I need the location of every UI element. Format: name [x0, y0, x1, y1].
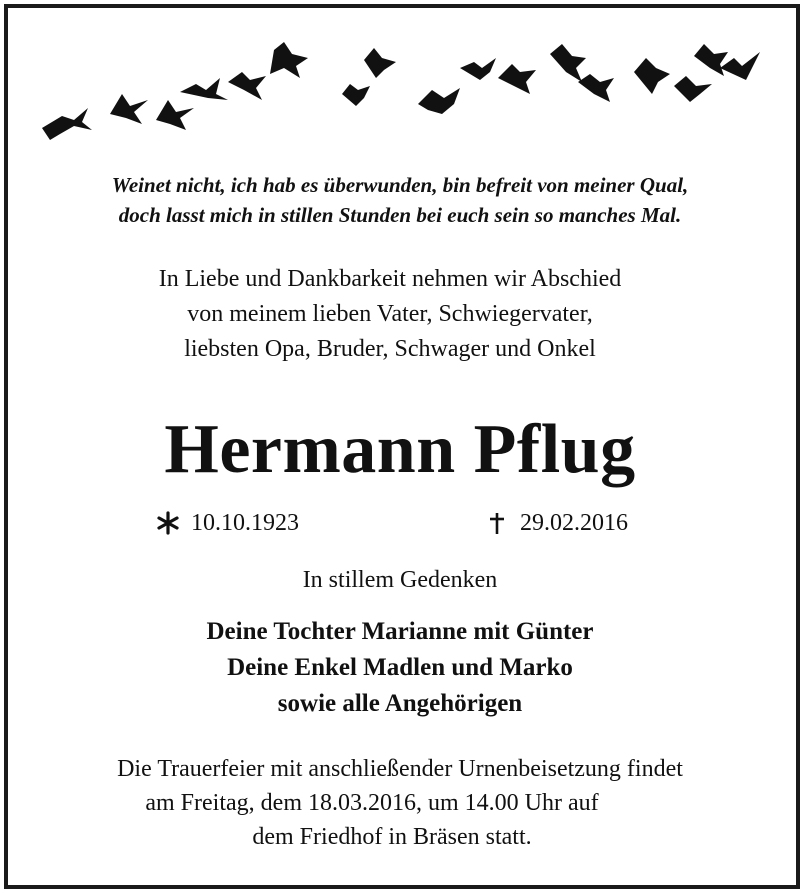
funeral-info-line-1: Die Trauerfeier mit anschließender Urnenbeisetzung findet: [117, 756, 683, 782]
birth-date-group: [155, 507, 299, 539]
flying-birds-icon: [30, 28, 770, 148]
death-date: 29.02.2016: [520, 510, 628, 536]
family-line-2: Deine Enkel Madlen und Marko: [227, 654, 573, 681]
funeral-info-line-2: am Freitag, dem 18.03.2016, um 14.00 Uhr auf: [145, 790, 599, 816]
intro-line-3: liebsten Opa, Bruder, Schwager und Onkel: [184, 336, 596, 362]
remembrance-line: In stillem Gedenken: [302, 567, 498, 593]
family-line-1: Deine Tochter Marianne mit Günter: [206, 618, 594, 645]
verse-line-2: doch lasst mich in stillen Stunden bei euch sein so manches Mal.: [118, 203, 682, 227]
death-date-group: [484, 507, 628, 539]
intro-line-1: In Liebe und Dankbarkeit nehmen wir Abschied: [158, 266, 622, 292]
verse-line-1: Weinet nicht, ich hab es überwunden, bin befreit von meiner Qual,: [111, 173, 689, 197]
death-cross-icon: [484, 510, 510, 536]
birth-date: 10.10.1923: [191, 510, 299, 536]
family-line-3: sowie alle Angehörigen: [277, 690, 523, 717]
intro-line-2: von meinem lieben Vater, Schwiegervater,: [187, 301, 593, 327]
birth-star-icon: [155, 510, 181, 536]
funeral-info-line-3: dem Friedhof in Bräsen statt.: [252, 824, 532, 850]
deceased-name: Hermann Pflug: [164, 411, 636, 488]
